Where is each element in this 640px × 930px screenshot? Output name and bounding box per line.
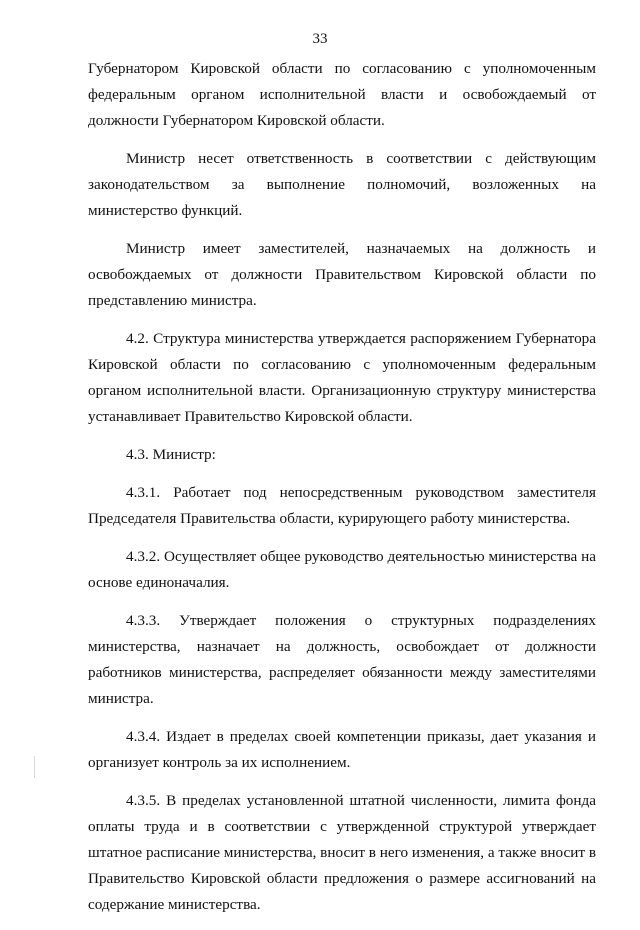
- paragraph-4-3-5: 4.3.5. В пределах установленной штатной численности, лимита фонда оплаты труда и в соответствии с утвержденной структурой утверждает штатное расписание министерства, вносит в него изменения, а также вносит в Правительство Кировской области предложения о размере ассигнований на содержание министерства.: [88, 792, 596, 913]
- paragraph-4-3-2: 4.3.2. Осуществляет общее руководство деятельностью министерства на основе единоначалия.: [88, 548, 596, 591]
- paragraph-4-3-3: 4.3.3. Утверждает положения о структурных подразделениях министерства, назначает на должность, освобождает от должности работников министерства, распределяет обязанности между заместителями министра.: [88, 612, 596, 707]
- paragraph-4-3-1: 4.3.1. Работает под непосредственным руководством заместителя Председателя Правительства области, курирующего работу министерства.: [88, 484, 596, 527]
- paragraph-4-3-4: 4.3.4. Издает в пределах своей компетенции приказы, дает указания и организует контроль за их исполнением.: [88, 728, 596, 771]
- paragraph-continuation: Губернатором Кировской области по согласованию с уполномоченным федеральным органом исполнительной власти и освобождаемый от должности Губернатором Кировской области.: [88, 60, 596, 129]
- page-number: 33: [312, 31, 328, 47]
- paragraph-minister-deputies: Министр имеет заместителей, назначаемых на должность и освобождаемых от должности Правительством Кировской области по представлению министра.: [88, 240, 596, 309]
- paragraph-minister-responsibility: Министр несет ответственность в соответствии с действующим законодательством за выполнение полномочий, возложенных на министерство функций.: [88, 150, 596, 219]
- paragraph-4-3: 4.3. Министр:: [126, 446, 216, 463]
- document-body: [88, 56, 596, 930]
- scan-margin-mark: [34, 756, 35, 778]
- paragraph-4-2: 4.2. Структура министерства утверждается распоряжением Губернатора Кировской области по согласованию с уполномоченным федеральным органом исполнительной власти. Организационную структуру министерства устанавливает Правительство Кировской области.: [88, 330, 596, 425]
